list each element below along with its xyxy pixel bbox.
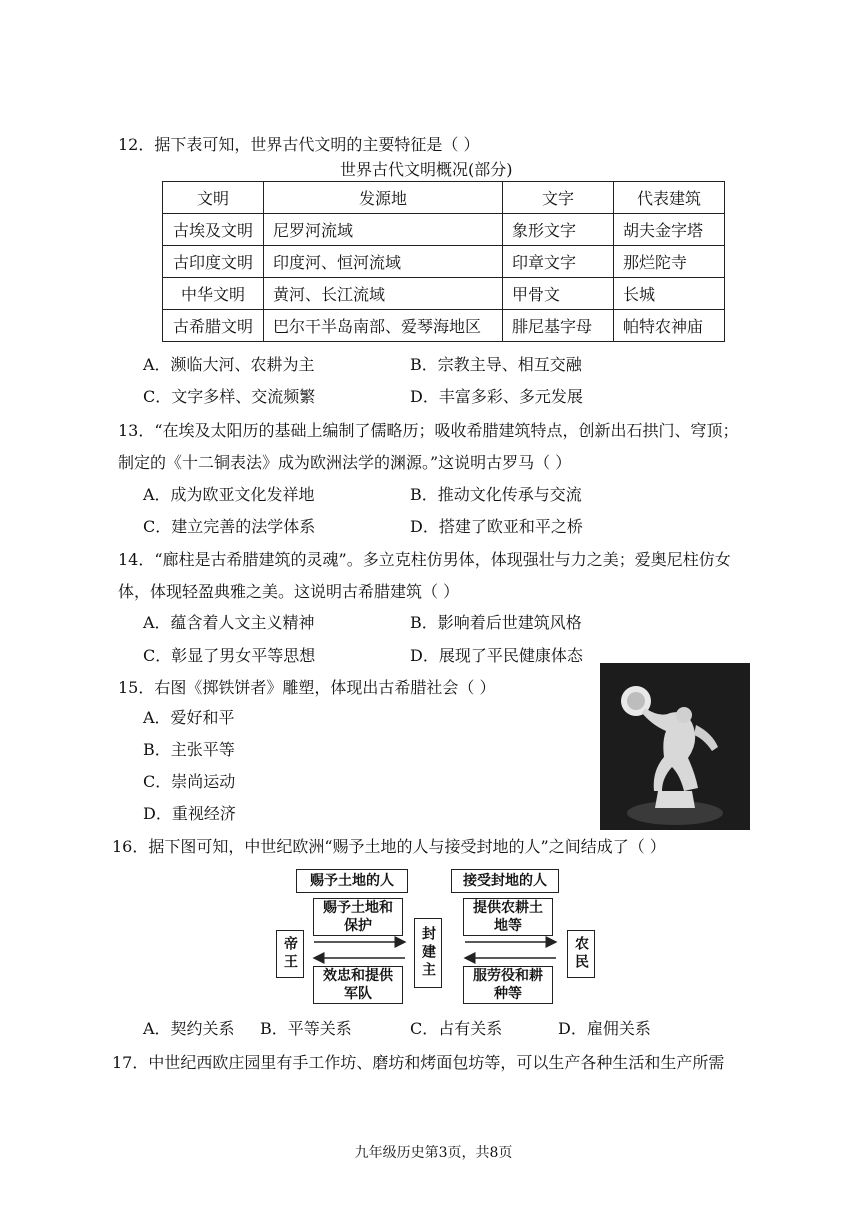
emperor-box: 帝王 — [276, 930, 304, 978]
table-cell: 巴尔干半岛南部、爱琴海地区 — [264, 310, 503, 342]
q12-option-a[interactable]: A．濒临大河、农耕为主 — [143, 355, 315, 374]
q13-option-d[interactable]: D．搭建了欧亚和平之桥 — [410, 517, 583, 536]
q13-stem-line2: 制定的《十二铜表法》成为欧洲法学的渊源。”这说明古罗马（ ） — [118, 453, 572, 472]
q16-option-d[interactable]: D．雇佣关系 — [558, 1019, 651, 1038]
q15-option-b[interactable]: B．主张平等 — [143, 740, 235, 759]
right-header-box: 接受封地的人 — [451, 869, 559, 893]
table-header-cell: 代表建筑 — [614, 182, 725, 214]
table-header-cell: 发源地 — [264, 182, 503, 214]
q12-option-c[interactable]: C．文字多样、交流频繁 — [143, 387, 316, 406]
q16-stem: 16．据下图可知，中世纪欧洲“赐予土地的人与接受封地的人”之间结成了（ ） — [112, 837, 666, 856]
q14-option-a[interactable]: A．蕴含着人文主义精神 — [143, 613, 315, 632]
q14-option-c[interactable]: C．彰显了男女平等思想 — [143, 646, 316, 665]
q15-option-c[interactable]: C．崇尚运动 — [143, 772, 236, 791]
q12-table-title: 世界古代文明概况(部分) — [340, 160, 513, 179]
table-cell: 印章文字 — [503, 246, 614, 278]
q15-option-a[interactable]: A．爱好和平 — [143, 708, 235, 727]
q12-stem: 12．据下表可知，世界古代文明的主要特征是（ ） — [118, 135, 480, 154]
table-header-cell: 文明 — [163, 182, 264, 214]
table-cell: 腓尼基字母 — [503, 310, 614, 342]
q15-stem: 15．右图《掷铁饼者》雕塑，体现出古希腊社会（ ） — [118, 678, 496, 697]
labor-box: 服劳役和耕种等 — [463, 966, 553, 1004]
table-cell: 胡夫金字塔 — [614, 214, 725, 246]
q14-stem-line2: 体，体现轻盈典雅之美。这说明古希腊建筑（ ） — [118, 582, 460, 601]
q13-option-b[interactable]: B．推动文化传承与交流 — [410, 485, 582, 504]
page-footer: 九年级历史第3页，共8页 — [354, 1145, 513, 1161]
q16-option-b[interactable]: B．平等关系 — [260, 1019, 352, 1038]
q12-option-d[interactable]: D．丰富多彩、多元发展 — [410, 387, 583, 406]
table-cell: 甲骨文 — [503, 278, 614, 310]
q13-option-c[interactable]: C．建立完善的法学体系 — [143, 517, 316, 536]
table-cell: 黄河、长江流域 — [264, 278, 503, 310]
table-cell: 那烂陀寺 — [614, 246, 725, 278]
table-cell: 中华文明 — [163, 278, 264, 310]
table-cell: 帕特农神庙 — [614, 310, 725, 342]
loyalty-box: 效忠和提供军队 — [313, 966, 403, 1004]
table-cell: 古希腊文明 — [163, 310, 264, 342]
table-header-cell: 文字 — [503, 182, 614, 214]
q13-option-a[interactable]: A．成为欧亚文化发祥地 — [143, 485, 315, 504]
q12-option-b[interactable]: B．宗教主导、相互交融 — [410, 355, 582, 374]
left-header-box: 赐予土地的人 — [296, 869, 408, 893]
lord-box: 封建主 — [414, 918, 442, 988]
table-cell: 长城 — [614, 278, 725, 310]
q14-option-b[interactable]: B．影响着后世建筑风格 — [410, 613, 582, 632]
table-cell: 尼罗河流域 — [264, 214, 503, 246]
provide-land-box: 提供农耕土地等 — [463, 898, 553, 936]
q15-option-d[interactable]: D．重视经济 — [143, 804, 236, 823]
q16-option-c[interactable]: C．占有关系 — [410, 1019, 503, 1038]
peasant-box: 农民 — [567, 930, 595, 978]
q14-option-d[interactable]: D．展现了平民健康体态 — [410, 646, 583, 665]
table-cell: 印度河、恒河流域 — [264, 246, 503, 278]
table-cell: 古印度文明 — [163, 246, 264, 278]
q13-stem-line1: 13．“在埃及太阳历的基础上编制了儒略历；吸收希腊建筑特点，创新出石拱门、穹顶； — [118, 421, 739, 440]
table-cell: 古埃及文明 — [163, 214, 264, 246]
q14-stem-line1: 14．“廊柱是古希腊建筑的灵魂”。多立克柱仿男体，体现强壮与力之美；爱奥尼柱仿女 — [118, 550, 731, 569]
q16-option-a[interactable]: A．契约关系 — [143, 1019, 235, 1038]
grant-land-box: 赐予土地和保护 — [313, 898, 403, 936]
q17-stem: 17．中世纪西欧庄园里有手工作坊、磨坊和烤面包坊等，可以生产各种生活和生产所需 — [112, 1053, 725, 1072]
table-cell: 象形文字 — [503, 214, 614, 246]
